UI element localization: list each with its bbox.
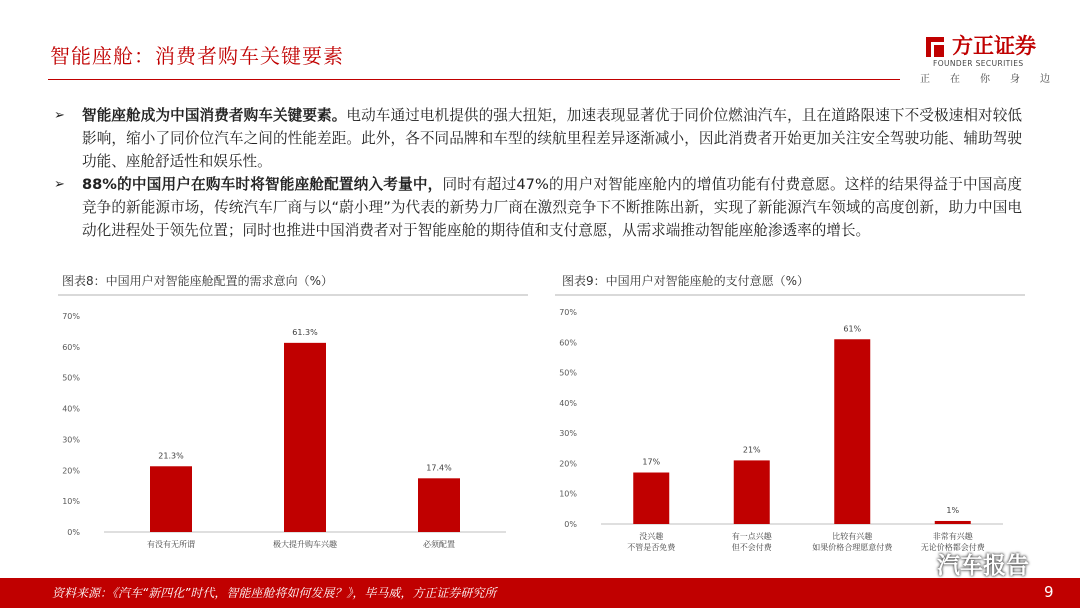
founder-logo-icon: [921, 34, 947, 60]
x-tick-label: 没兴趣: [639, 532, 664, 541]
bar: [284, 343, 326, 532]
bullet-text: 电动车通过电机提供的强大扭矩，加速表现显著优于同价位燃油汽车，且在道路限速下不受极速相对较低影响，缩小了同价位汽车之间的性能差距。此外，各不同品牌和车型的续航里程差异逐渐减小，因此消费者开始更加关注安全驾驶功能、辅助驾驶功能、座舱舒适性和娱乐性。: [82, 107, 1022, 170]
arrow-bullet-icon: ➢: [54, 108, 65, 123]
x-tick-label: 无论价格都会付费: [920, 543, 985, 552]
slogan-char: 正: [920, 74, 930, 85]
bullet-item: [52, 104, 1022, 173]
bar: [734, 460, 770, 524]
y-tick-label: 30%: [559, 429, 577, 439]
demand-chart: [58, 298, 528, 558]
y-tick-label: 10%: [62, 497, 80, 507]
y-tick-label: 20%: [559, 459, 577, 469]
y-tick-label: 0%: [67, 528, 80, 537]
data-label: 21%: [742, 445, 761, 455]
bar: [834, 339, 870, 524]
logo-slogan: [920, 70, 1050, 85]
slogan-char: 你: [980, 74, 990, 85]
y-tick-label: 40%: [62, 404, 80, 414]
watermark: [905, 547, 1029, 580]
arrow-bullet-icon: ➢: [54, 177, 65, 192]
x-tick-label: 比较有兴趣: [832, 532, 873, 541]
page-title: 智能座舱：消费者购车关键要素: [50, 44, 344, 68]
bar: [150, 466, 192, 532]
page-number: 9: [1044, 583, 1054, 601]
data-label: 17%: [642, 457, 661, 467]
chart-1-title: 图表8：中国用户对智能座舱配置的需求意向（%）: [62, 274, 334, 288]
bullet-list: [52, 104, 1022, 242]
payment-chart: [555, 298, 1025, 558]
x-tick-label: 极大提升购车兴趣: [273, 540, 337, 549]
y-tick-label: 60%: [62, 342, 80, 352]
wechat-icon: [905, 557, 929, 577]
x-tick-label: 但不会付费: [731, 543, 772, 552]
bar: [418, 478, 460, 532]
y-tick-label: 70%: [559, 308, 577, 317]
y-tick-label: 0%: [564, 520, 577, 529]
x-tick-label: 必须配置: [423, 540, 455, 549]
data-label: 61.3%: [292, 327, 318, 337]
bullet-bold: 88%的中国用户在购车时将智能座舱配置纳入考量中，: [82, 176, 443, 193]
x-tick-label: 如果价格合理愿意付费: [812, 543, 893, 552]
logo-name: 方正证券: [952, 34, 1036, 58]
y-tick-label: 50%: [559, 368, 577, 378]
y-tick-label: 70%: [62, 312, 80, 321]
bar: [633, 473, 669, 524]
watermark-text: 汽车报告: [937, 553, 1030, 579]
bullet-bold: 智能座舱成为中国消费者购车关键要素。: [82, 107, 347, 124]
data-label: 17.4%: [426, 463, 452, 473]
data-label: 61%: [843, 324, 862, 334]
y-tick-label: 50%: [62, 373, 80, 383]
y-tick-label: 60%: [559, 338, 577, 348]
y-tick-label: 40%: [559, 398, 577, 408]
chart-1-divider: [58, 294, 528, 296]
y-tick-label: 20%: [62, 466, 80, 476]
y-tick-label: 10%: [559, 489, 577, 499]
bullet-item: [52, 173, 1022, 242]
data-label: 21.3%: [158, 451, 184, 461]
y-tick-label: 30%: [62, 435, 80, 445]
footer-source: 资料来源：《汽车“新四化”时代，智能座舱将如何发展？》，毕马威，方正证券研究所: [52, 586, 497, 600]
x-tick-label: 非常有兴趣: [932, 532, 973, 541]
bullet-text: 同时有超过47%的用户对智能座舱内的增值功能有付费意愿。这样的结果得益于中国高度竞争的新能源市场，传统汽车厂商与以“蔚小理”为代表的新势力厂商在激烈竞争下不断推陈出新，实现了新能源汽车领域的高度创新，助力中国电动化进程处于领先位置；同时也推进中国消费者对于智能座舱的期待值和支付意愿，从需求端推动智能座舱渗透率的增长。: [82, 176, 1022, 239]
slogan-char: 在: [950, 74, 960, 85]
x-tick-label: 有一点兴趣: [731, 532, 772, 541]
logo-english: FOUNDER SECURITIES: [933, 59, 1024, 68]
x-tick-label: 不管是否免费: [627, 543, 676, 552]
chart-2-title: 图表9：中国用户对智能座舱的支付意愿（%）: [562, 274, 810, 288]
slogan-char: 身: [1010, 74, 1020, 85]
x-tick-label: 有没有无所谓: [147, 540, 195, 549]
slogan-char: 边: [1040, 74, 1050, 85]
chart-2-divider: [555, 294, 1025, 296]
data-label: 1%: [946, 505, 960, 515]
title-divider: [48, 79, 900, 80]
bar: [935, 521, 971, 524]
